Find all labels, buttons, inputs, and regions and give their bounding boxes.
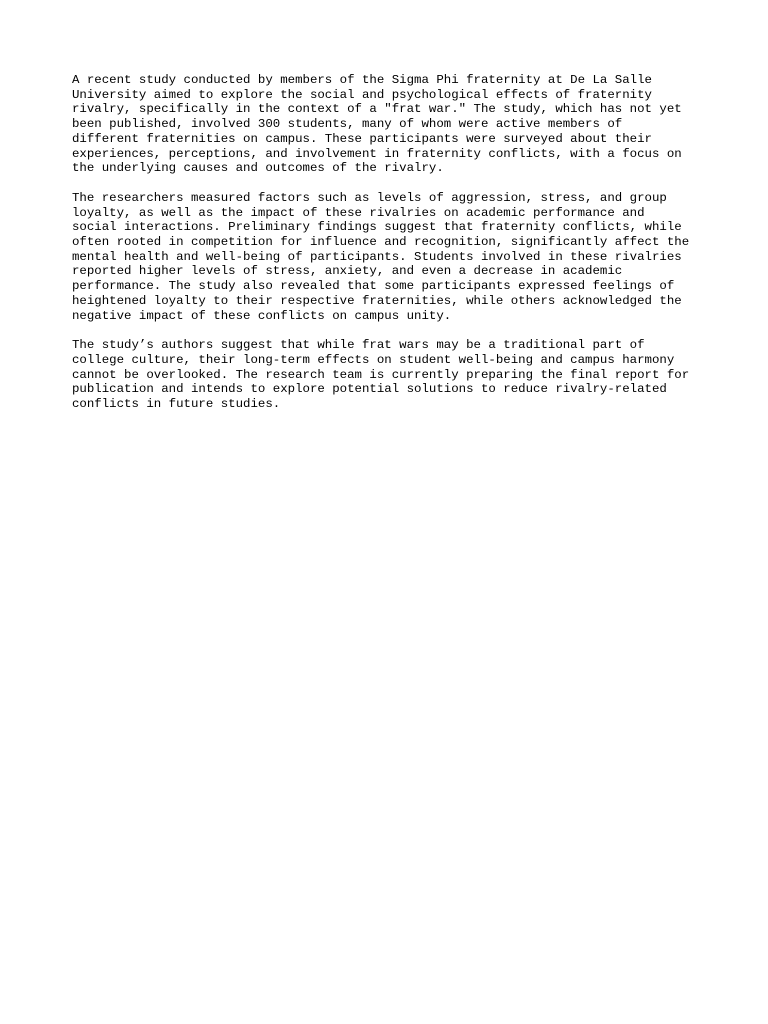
document-body bbox=[72, 73, 712, 427]
paragraph-study-overview: A recent study conducted by members of the Sigma Phi fraternity at De La Salle University aimed to explore the social and psychological effects of fraternity rivalry, specifically in the context of a "frat war." The study, which has not yet been published, involved 300 students, many of whom were active members of different fraternities on campus. These participants were surveyed about their experiences, perceptions, and involvement in fraternity conflicts, with a focus on the underlying causes and outcomes of the rivalry. bbox=[72, 73, 682, 176]
paragraph-findings: The researchers measured factors such as levels of aggression, stress, and group loyalty, as well as the impact of these rivalries on academic performance and social interactions. Preliminary findings suggest that fraternity conflicts, while often rooted in competition for influence and recognition, significantly affect the mental health and well-being of participants. Students involved in these rivalries reported higher levels of stress, anxiety, and even a decrease in academic performance. The study also revealed that some participants expressed feelings of heightened loyalty to their respective fraternities, while others acknowledged the negative impact of these conflicts on campus unity. bbox=[72, 190, 690, 323]
paragraph-conclusion: The study’s authors suggest that while frat wars may be a traditional part of college culture, their long-term effects on student well-being and campus harmony cannot be overlooked. The research team is currently preparing the final report for publication and intends to explore potential solutions to reduce rivalry-related conflicts in future studies. bbox=[72, 338, 690, 412]
